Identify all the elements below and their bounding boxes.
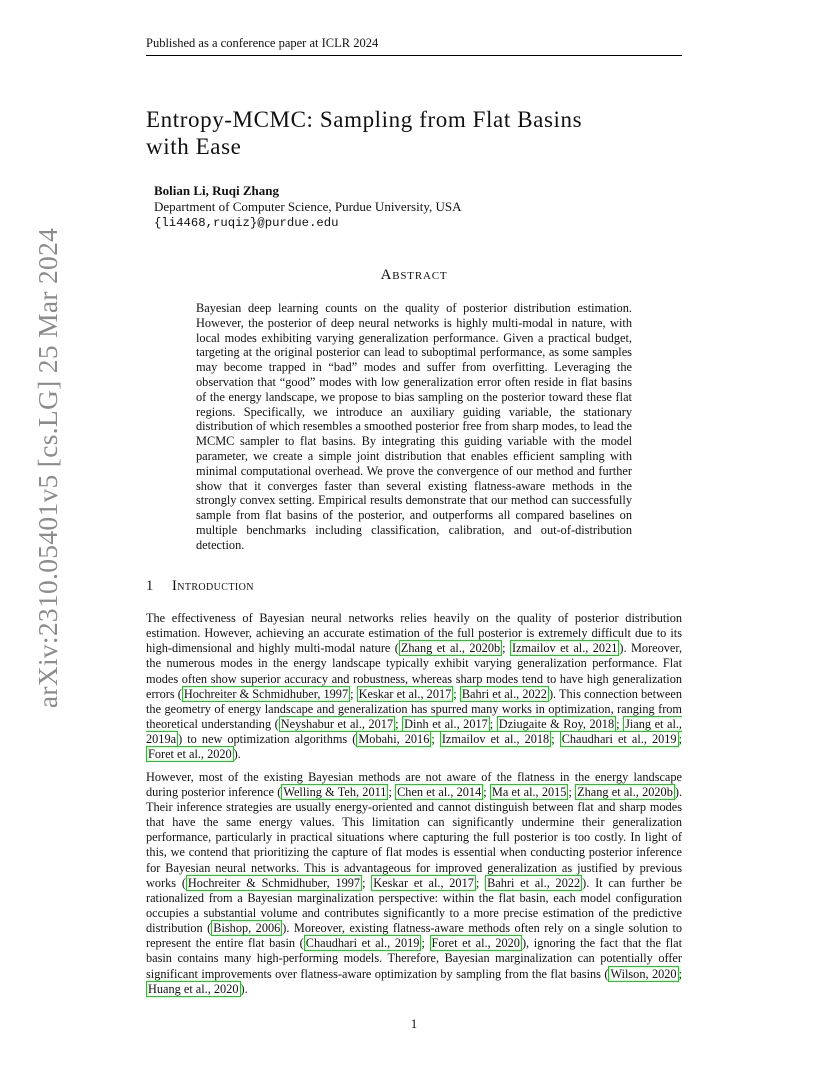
- citation-link[interactable]: Izmailov et al., 2021: [511, 641, 618, 656]
- running-header: Published as a conference paper at ICLR 2024: [146, 36, 682, 56]
- paper-title: [146, 106, 706, 160]
- citation-link[interactable]: Zhang et al., 2020b: [400, 641, 501, 656]
- citation-link[interactable]: Welling & Teh, 2011: [283, 784, 387, 799]
- author-email[interactable]: {li4468,ruqiz}@purdue.edu: [154, 216, 339, 230]
- citation-link[interactable]: Hochreiter & Schmidhuber, 1997: [187, 875, 361, 890]
- abstract-text: Bayesian deep learning counts on the quality of posterior distribution estimation. However, the posterior of deep neural networks is highly multi-modal in nature, with local modes exhibiting varying generalization performance. Given a practical budget, targeting at the original posterior can lead to suboptimal performance, as some samples may become trapped in “bad” modes and suffer from overfitting. Leveraging the observation that “good” modes with low generalization error often reside in flat basins of the energy landscape, we propose to bias sampling on the posterior toward these flat regions. Specifically, we introduce an auxiliary guiding variable, the stationary distribution of which resembles a smoothed posterior free from sharp modes, to lead the MCMC sampler to flat basins. By integrating this guiding variable with the model parameter, we create a simple joint distribution that enables efficient sampling with minimal computational overhead. We prove the convergence of our method and further show that it converges faster than several existing flatness-aware methods in the strongly convex setting. Empirical results demonstrate that our method can successfully sample from flat basins of the posterior, and outperforms all compared baselines on multiple benchmarks including classification, calibration, and out-of-distribution detection.: [196, 301, 632, 552]
- citation-link[interactable]: Keskar et al., 2017: [373, 875, 474, 890]
- citation-link[interactable]: Bishop, 2006: [213, 921, 281, 936]
- paragraph: However, most of the existing Bayesian methods are not aware of the flatness in the energy landscape during posterior inference ( Welling & Teh, 2011 ; Chen et al., 2014 ; Ma et al., 2015 ; Zhang et al., 2020b ). Their inference strategies are usually energy-oriented and cannot distinguish between flat and sharp modes that have the same energy values. This limitation can significantly undermine their generalization performance, particularly in practical situations where capturing the full posterior is too costly. In light of this, we contend that prioritizing the capture of flat modes is essential when conducting posterior inference for Bayesian neural networks. This is advantageous for improved generalization as justified by previous works ( Hochreiter & Schmidhuber, 1997 ; Keskar et al., 2017 ; Bahri et al., 2022 ). It can further be rationalized from a Bayesian marginalization perspective: within the flat basin, each model configuration occupies a substantial volume and contributes significantly to a more precise estimation of the predictive distribution ( Bishop, 2006 ). Moreover, existing flatness-aware methods often rely on a single solution to represent the entire flat basin ( Chaudhari et al., 2019 ; Foret et al., 2020 ), ignoring the fact that the flat basin contains many high-performing models. Therefore, Bayesian marginalization can potentially offer significant improvements over flatness-aware optimization by sampling from the flat basins ( Wilson, 2020 ; Huang et al., 2020 ).: [146, 769, 683, 996]
- citation-link[interactable]: Izmailov et al., 2018: [441, 732, 550, 747]
- citation-link[interactable]: Mobahi, 2016: [358, 732, 430, 747]
- title-line-1: Entropy-MCMC: Sampling from Flat Basins: [146, 107, 583, 132]
- section-title: Introduction: [172, 578, 254, 594]
- section-heading: [146, 578, 254, 595]
- arxiv-stamp[interactable]: arXiv:2310.05401v5 [cs.LG] 25 Mar 2024: [32, 227, 63, 709]
- page-number: 1: [410, 1016, 418, 1031]
- citation-link[interactable]: Bahri et al., 2022: [487, 875, 581, 890]
- citation-link[interactable]: Chaudhari et al., 2019: [561, 732, 677, 747]
- citation-link[interactable]: Wilson, 2020: [610, 966, 677, 981]
- section-number: 1: [146, 578, 154, 594]
- citation-link[interactable]: Ma et al., 2015: [491, 784, 567, 799]
- author-names: Bolian Li, Ruqi Zhang: [154, 183, 279, 198]
- citation-link[interactable]: Dziugaite & Roy, 2018: [498, 717, 615, 732]
- body-text: [146, 611, 682, 1004]
- title-line-2: with Ease: [146, 134, 242, 159]
- citation-link[interactable]: Zhang et al., 2020b: [577, 784, 673, 799]
- author-block: [154, 183, 461, 231]
- citation-link[interactable]: Bahri et al., 2022: [461, 686, 547, 701]
- paragraph: The effectiveness of Bayesian neural networks relies heavily on the quality of posterior distribution estimation. However, achieving an accurate estimation of the full posterior is extremely difficult due to its high-dimensional and highly multi-modal nature ( Zhang et al., 2020b ; Izmailov et al., 2021 ). Moreover, the numerous modes in the energy landscape typically exhibit varying generalization performance. Flat modes often show superior accuracy and robustness, whereas sharp modes tend to have high generalization errors ( Hochreiter & Schmidhuber, 1997 ; Keskar et al., 2017 ; Bahri et al., 2022 ). This connection between the geometry of energy landscape and generalization has spurred many works in optimization, ranging from theoretical understanding ( Neyshabur et al., 2017 ; Dinh et al., 2017 ; Dziugaite & Roy, 2018 ; Jiang et al., 2019a ) to new optimization algorithms ( Mobahi, 2016 ; Izmailov et al., 2018 ; Chaudhari et al., 2019 ; Foret et al., 2020 ).: [146, 611, 683, 762]
- citation-link[interactable]: Chaudhari et al., 2019: [305, 936, 420, 951]
- citation-link[interactable]: Foret et al., 2020: [148, 747, 232, 762]
- citation-link[interactable]: Jiang et al., 2019a: [146, 717, 683, 747]
- abstract-heading: Abstract: [380, 267, 448, 283]
- citation-link[interactable]: Foret et al., 2020: [431, 936, 520, 951]
- citation-link[interactable]: Neyshabur et al., 2017: [280, 717, 394, 732]
- citation-link[interactable]: Chen et al., 2014: [397, 784, 482, 799]
- citation-link[interactable]: Keskar et al., 2017: [358, 686, 452, 701]
- citation-link[interactable]: Dinh et al., 2017: [404, 717, 488, 732]
- citation-link[interactable]: Hochreiter & Schmidhuber, 1997: [183, 686, 349, 701]
- citation-link[interactable]: Huang et al., 2020: [148, 981, 239, 996]
- author-affiliation: Department of Computer Science, Purdue University, USA: [154, 199, 462, 214]
